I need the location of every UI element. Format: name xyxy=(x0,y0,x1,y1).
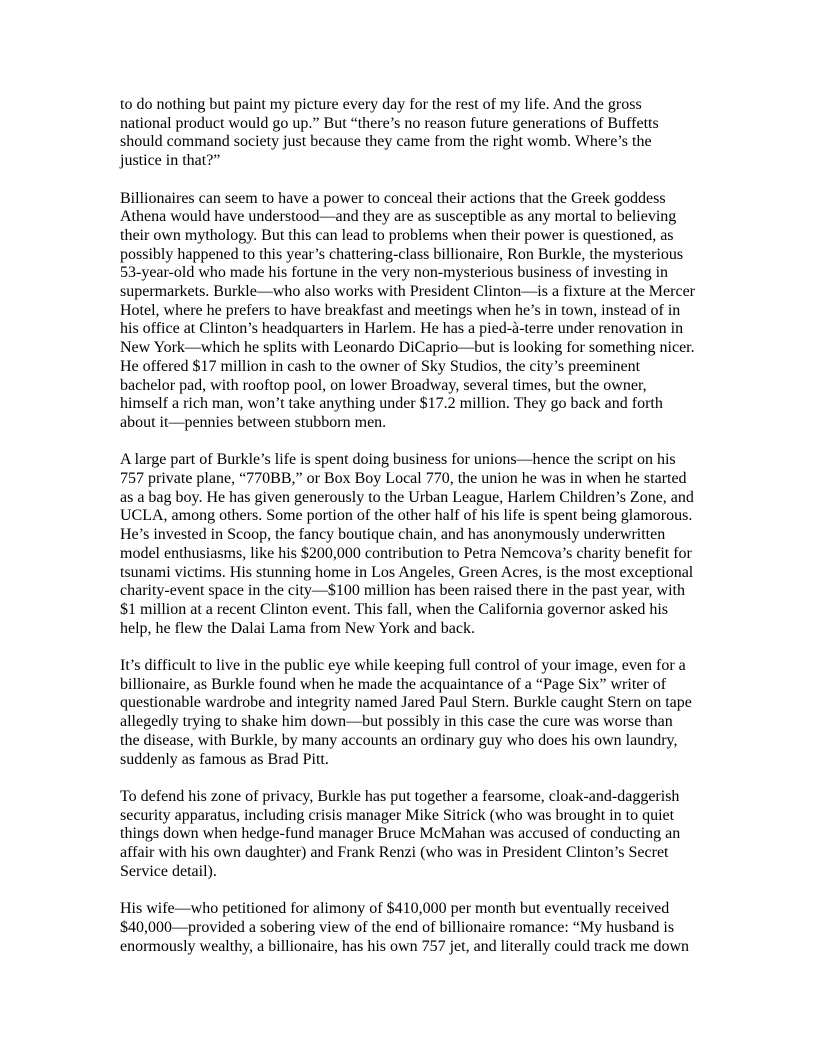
paragraph: Billionaires can seem to have a power to conceal their actions that the Greek goddess Athena would have understood—and they are as susceptible as any mortal to believing their own mythology. But this can lead to problems when their power is questioned, as possibly happened to this year’s chattering-class billionaire, Ron Burkle, the mysterious 53-year-old who made his fortune in the very non-mysterious business of investing in supermarkets. Burkle—who also works with President Clinton—is a fixture at the Mercer Hotel, where he prefers to have breakfast and meetings when he’s in town, instead of in his office at Clinton’s headquarters in Harlem. He has a pied-à-terre under renovation in New York—which he splits with Leonardo DiCaprio—but is looking for something nicer. He offered $17 million in cash to the owner of Sky Studios, the city’s preeminent bachelor pad, with rooftop pool, on lower Broadway, several times, but the owner, himself a rich man, won’t take anything under $17.2 million. They go back and forth about it—pennies between stubborn men. xyxy=(120,189,695,431)
paragraph: to do nothing but paint my picture every day for the rest of my life. And the gross national product would go up.” But “there’s no reason future generations of Buffetts should command society just because they came from the right womb. Where’s the justice in that?” xyxy=(120,96,659,170)
paragraph: His wife—who petitioned for alimony of $410,000 per month but eventually received $40,000—provided a sobering view of the end of billionaire romance: “My husband is enormously wealthy, a billionaire, has his own 757 jet, and literally could track me down xyxy=(120,900,690,955)
paragraph: A large part of Burkle’s life is spent doing business for unions—hence the script on his 757 private plane, “770BB,” or Box Boy Local 770, the union he was in when he started as a bag boy. He has given generously to the Urban League, Harlem Children’s Zone, and UCLA, among others. Some portion of the other half of his life is spent being glamorous. He’s invested in Scoop, the fancy boutique chain, and has anonymously underwritten model enthusiasms, like his $200,000 contribution to Petra Nemcova’s charity benefit for tsunami victims. His stunning home in Los Angeles, Green Acres, is the most exceptional charity-event space in the city—$100 million has been raised there in the past year, with $1 million at a recent Clinton event. This fall, when the California governor asked his help, he flew the Dalai Lama from New York and back. xyxy=(120,451,694,637)
paragraph: It’s difficult to live in the public eye while keeping full control of your image, even for a billionaire, as Burkle found when he made the acquaintance of a “Page Six” writer of questionable wardrobe and integrity named Jared Paul Stern. Burkle caught Stern on tape allegedly trying to shake him down—but possibly in this case the cure was worse than the disease, with Burkle, by many accounts an ordinary guy who does his own laundry, suddenly as famous as Brad Pitt. xyxy=(120,657,692,768)
paragraph: To defend his zone of privacy, Burkle has put together a fearsome, cloak-and-daggerish security apparatus, including crisis manager Mike Sitrick (who was brought in to quiet things down when hedge-fund manager Bruce McMahan was accused of conducting an affair with his own daughter) and Frank Renzi (who was in President Clinton’s Secret Service detail). xyxy=(120,787,681,880)
page-text-block xyxy=(120,96,696,956)
